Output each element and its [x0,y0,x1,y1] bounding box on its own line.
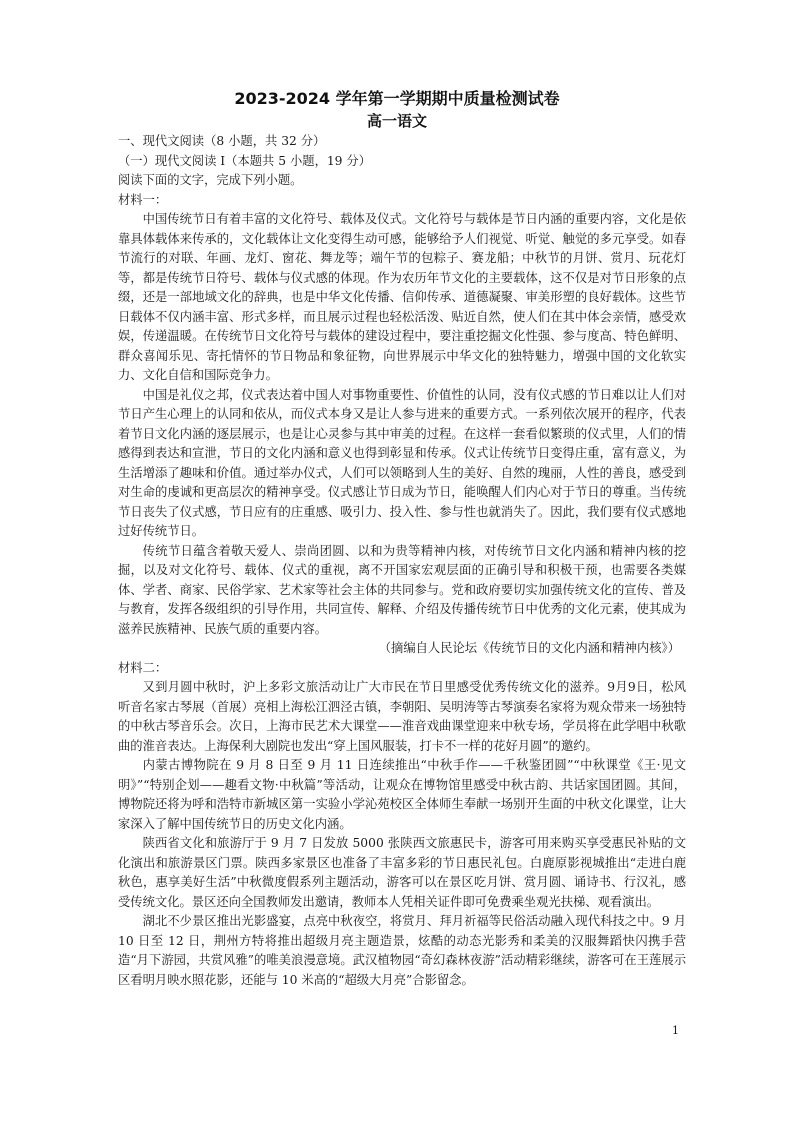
material-1-paragraph: 中国是礼仪之邦，仪式表达着中国人对事物重要性、价值性的认同，没有仪式感的节日难以让人们对节日产生心理上的认同和依从，而仪式本身又是让人参与进来的重要方式。一系列依次展开的程序，代表着节日文化内涵的逐层展示，也是让心灵参与其中审美的过程。在这样一套看似繁琐的仪式里，人们的情感得到表达和宣泄，节日的文化内涵和意义也得到彰显和传承。仪式让传统节日变得庄重，富有意义，为生活增添了趣味和价值。通过举办仪式，人们可以领略到人生的美好、自然的瑰丽，人性的善良，感受到对生命的虔诚和更高层次的精神享受。仪式感让节日成为节日，能唤醒人们内心对于节日的尊重。当传统节日丧失了仪式感，节日应有的庄重感、吸引力、投入性、参与性也就消失了。因此，我们要有仪式感地过好传统节日。 [118,387,686,538]
exam-subtitle: 高一语文 [366,112,427,130]
material-1-label: 材料一： [118,192,168,207]
material-1-paragraph: 传统节日蕴含着敬天爱人、崇尚团圆、以和为贵等精神内核，对传统节日文化内涵和精神内核的挖掘，以及对文化符号、载体、仪式的重视，离不开国家宏观层面的正确引导和积极干预，也需要各类媒体、学者、商家、民俗学家、艺术家等社会主体的共同参与。党和政府要切实加强传统文化的宣传、普及与教育，发挥各级组织的引导作用，共同宣传、解释、介绍及传播传统节日中优秀的文化元素，使其成为滋养民族精神、民族气质的重要内容。 [118,543,686,636]
exam-title: 2023-2024 学年第一学期期中质量检测试卷 [234,89,560,108]
material-1-paragraph: 中国传统节日有着丰富的文化符号、载体及仪式。文化符号与载体是节日内涵的重要内容，文化是依靠具体载体来传承的，文化载体让文化变得生动可感，能够给予人们视觉、听觉、触觉的多元享受。如春节流行的对联、年画、龙灯、窗花、舞龙等；端午节的包粽子、赛龙船；中秋节的月饼、赏月、玩花灯等，都是传统节日符号、载体与仪式感的体现。作为农历年节文化的主要载体，这不仅是对节日形象的点缀，还是一部地域文化的辞典，也是中华文化传播、信仰传承、道德凝聚、审美形塑的良好载体。这些节日载体不仅内涵丰富、形式多样，而且展示过程也轻松活泼、贴近自然，使人们在其中体会亲情，感受欢娱，传递温暖。在传统节日文化符号与载体的建设过程中，要注重挖掘文化性强、参与度高、特色鲜明、群众喜闻乐见、寄托情怀的节日物品和象征物，向世界展示中华文化的独特魅力，增强中国的文化软实力、文化自信和国际竞争力。 [118,212,686,382]
section-sub-heading: （一）现代文阅读 I（本题共 5 小题，19 分） [118,153,372,168]
material-2-paragraph: 陕西省文化和旅游厅于 9 月 7 日发放 5000 张陕西文旅惠民卡，游客可用来购买享受惠民补贴的文化演出和旅游景区门票。陕西多家景区也准备了丰富多彩的节日惠民礼包。白鹿原影视城推出“走进白鹿秋色，惠享美好生活”中秋微度假系列主题活动，游客可以在景区吃月饼、赏月圆、诵诗书、行汉礼，感受传统文化。景区还向全国教师发出邀请，教师本人凭相关证件即可免费乘坐观光扶梯、观看演出。 [118,836,686,909]
section-heading: 一、现代文阅读（8 小题，共 32 分） [118,134,326,148]
instruction-text: 阅读下面的文字，完成下列小题。 [118,173,303,187]
exam-body [118,132,686,990]
material-2-label: 材料二： [118,660,168,675]
page-number: 1 [672,1024,679,1037]
material-2-paragraph: 内蒙古博物院在 9 月 8 日至 9 月 11 日连续推出“中秋手作——千秋鉴团圆”“中秋课堂《王·见文明》”“特别企划——趣看文物·中秋篇”等活动，让观众在博物馆里感受中秋古韵、共话家国团圆。其间，博物院还将为呼和浩特市新城区第一实验小学沁苑校区全体师生奉献一场别开生面的中秋文化课堂，让大家深入了解中国传统节日的历史文化内涵。 [118,758,686,831]
material-1-source: （摘编自人民论坛《传统节日的文化内涵和精神内核》） [378,641,680,655]
material-2-paragraph: 又到月圆中秋时，沪上多彩文旅活动让广大市民在节日里感受优秀传统文化的滋养。9月9日，松风听音名家古琴展（首展）亮相上海松江泗泾古镇，李朝阳、吴明涛等古琴演奏名家将为观众带来一场独特的中秋古琴音乐会。次日，上海市民艺术大课堂——淮音戏曲课堂迎来中秋专场，学员将在此学唱中秋歌曲的淮音表达。上海保利大剧院也发出“穿上国风服装，打卡不一样的花好月圆”的邀约。 [118,680,686,753]
material-2-paragraph: 湖北不少景区推出光影盛宴，点亮中秋夜空，将赏月、拜月祈福等民俗活动融入现代科技之中。9 月 10 日至 12 日，荆州方特将推出超级月亮主题造景，炫酷的动态光影秀和柔美的汉服舞蹈快闪携手营造“月下游园，共赏风雅”的唯美浪漫意境。武汉植物园“奇幻森林夜游”活动精彩继续，游客可在王莲展示区看明月映水照花影，还能与 10 米高的“超级大月亮”合影留念。 [118,914,686,987]
